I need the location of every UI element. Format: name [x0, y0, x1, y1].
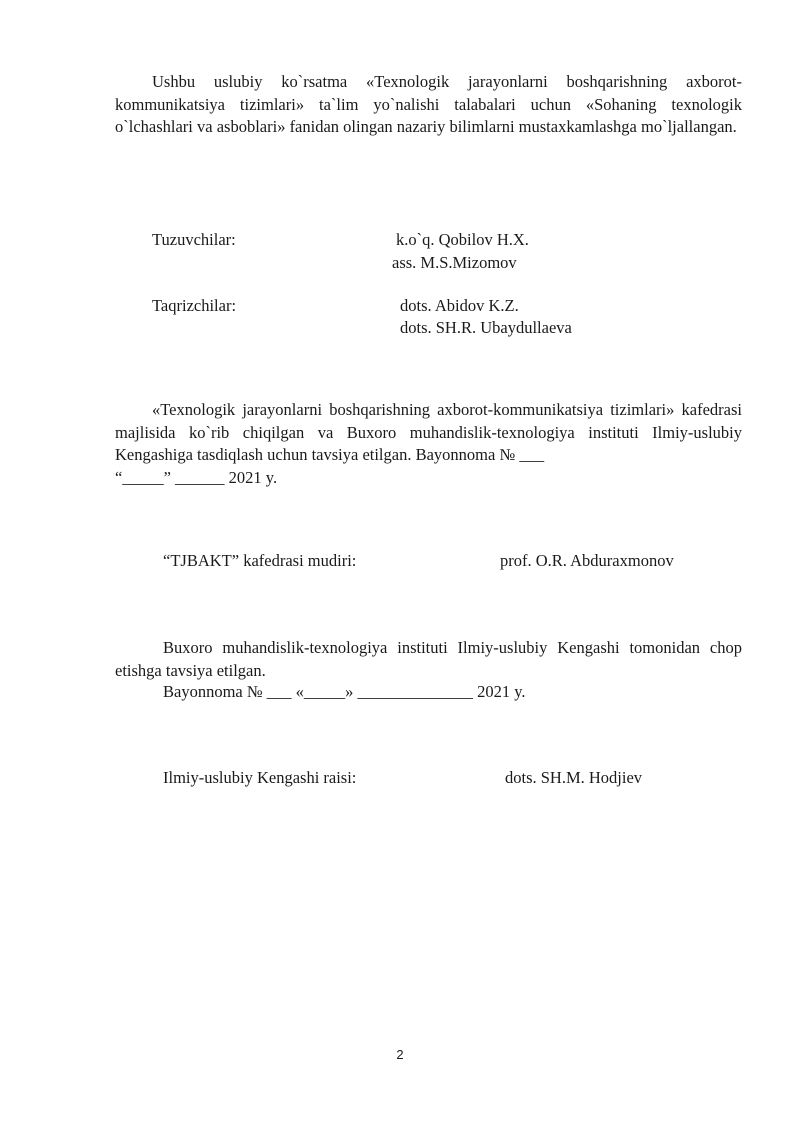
reviewer-name-1: dots. Abidov K.Z.: [400, 296, 519, 315]
council-text: Buxoro muhandislik-texnologiya instituti Ilmiy-uslubiy Kengashi tomonidan chop etishga tavsiya etilgan.: [115, 638, 742, 680]
head-of-dept-label: “TJBAKT” kafedrasi mudiri:: [163, 551, 357, 570]
intro-paragraph: [115, 71, 742, 139]
chairman-name: dots. SH.M. Hodjiev: [505, 768, 643, 787]
reviewers-label: Taqrizchilar:: [152, 296, 237, 315]
council-paragraph: [115, 637, 742, 682]
approval-text: «Texnologik jarayonlarni boshqarishning axborot-kommunikatsiya tizimlari» kafedrasi majlisida ko`rib chiqilgan va Buxoro muhandislik-texnologiya instituti Ilmiy-uslubiy Kengashiga tasdiqlash uchun tavsiya etilgan. Bayonnoma № ___: [115, 400, 742, 464]
approval-paragraph: [115, 399, 742, 489]
page-number: 2: [396, 1047, 404, 1062]
authors-label: Tuzuvchilar:: [152, 230, 236, 249]
approval-date-line: “_____” ______ 2021 y.: [115, 467, 278, 487]
author-name-1: k.o`q. Qobilov H.X.: [396, 230, 529, 249]
head-of-dept-name: prof. O.R. Abduraxmonov: [500, 551, 674, 570]
chairman-label: Ilmiy-uslubiy Kengashi raisi:: [163, 768, 357, 787]
council-protocol-line: Bayonnoma № ___ «_____» ______________ 2021 y.: [163, 682, 526, 701]
reviewer-name-2: dots. SH.R. Ubaydullaeva: [400, 318, 572, 337]
author-name-2: ass. M.S.Mizomov: [392, 253, 517, 272]
intro-text: Ushbu uslubiy ko`rsatma «Texnologik jarayonlarni boshqarishning axborot-kommunikatsiya tizimlari» ta`lim yo`nalishi talabalari uchun «Sohaning texnologik o`lchashlari va asboblari» fanidan olingan nazariy bilimlarni mustaxkamlashga mo`ljallangan.: [115, 72, 742, 136]
